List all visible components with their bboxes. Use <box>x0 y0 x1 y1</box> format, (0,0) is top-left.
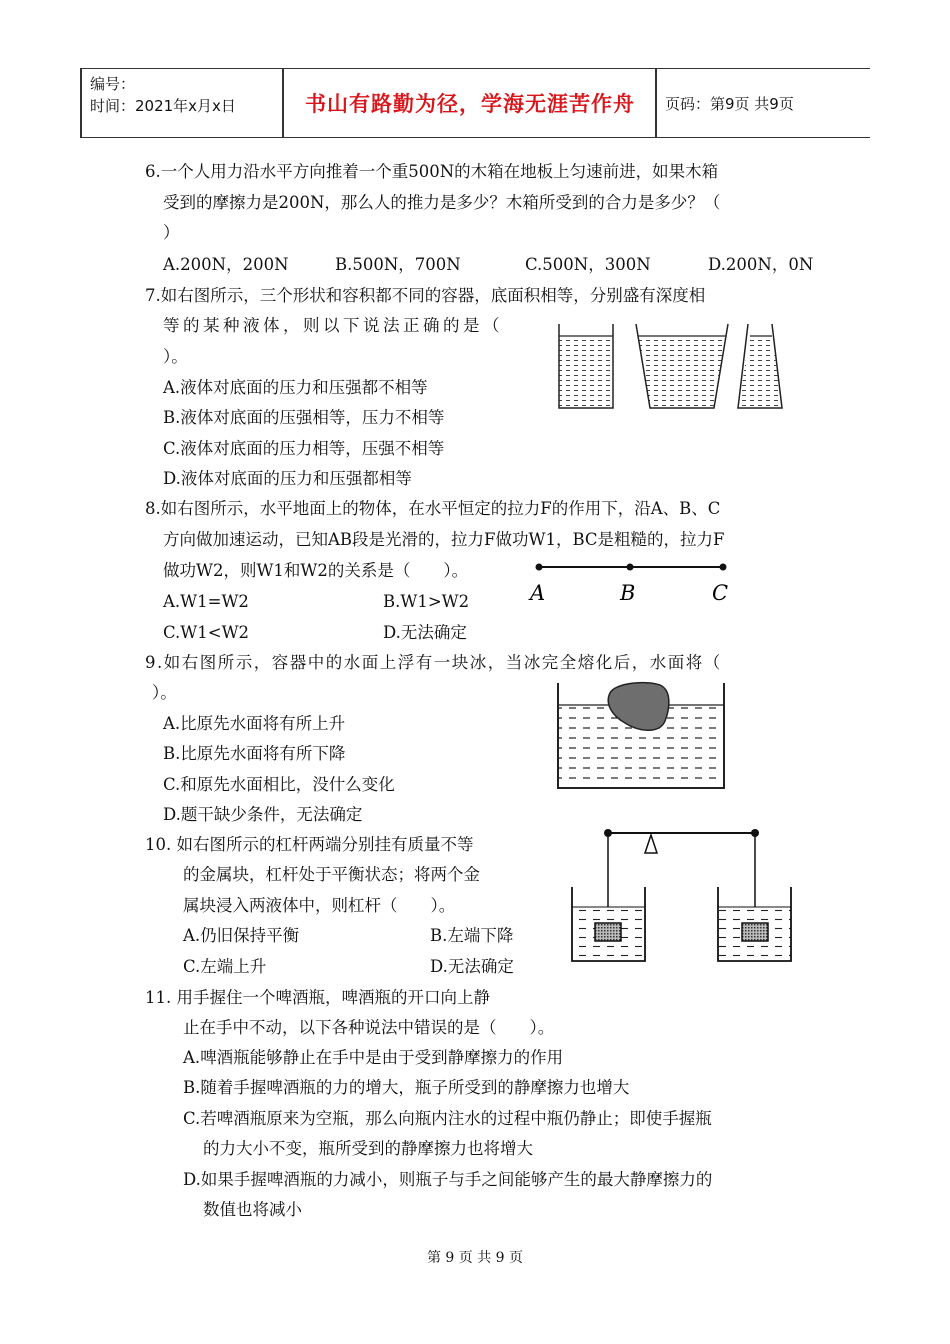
container-narrow-top <box>738 324 782 408</box>
q9-option-d: D.题干缺少条件，无法确定 <box>163 805 363 824</box>
point-b-dot <box>627 564 634 571</box>
q6-line-1: 6.一个人用力沿水平方向推着一个重500N的木箱在地板上匀速前进，如果木箱 <box>145 162 719 181</box>
q10-line-2: 的金属块，杠杆处于平衡状态；将两个金 <box>183 865 480 884</box>
right-metal-block <box>742 923 768 941</box>
q10-line-3: 属块浸入两液体中，则杠杆（ ）。 <box>183 896 456 915</box>
q11-option-b: B.随着手握啤酒瓶的力的增大，瓶子所受到的静摩擦力也增大 <box>183 1078 630 1097</box>
page-footer: 第 9 页 共 9 页 <box>426 1250 524 1266</box>
q11-option-d-cont: 数值也将减小 <box>203 1200 302 1219</box>
q7-option-a: A.液体对底面的压力和压强都不相等 <box>163 378 428 397</box>
q11-option-c-cont: 的力大小不变，瓶所受到的静摩擦力也将增大 <box>203 1139 533 1158</box>
q7-line-3: ）。 <box>163 347 188 366</box>
point-c-dot <box>720 564 727 571</box>
container-straight <box>559 324 613 408</box>
q6-option-a: A.200N，200N <box>163 255 289 274</box>
q6-option-d: D.200N，0N <box>708 255 814 274</box>
fulcrum <box>645 835 657 853</box>
header-divider <box>282 69 284 137</box>
containers-figure <box>550 318 800 413</box>
q8-option-a: A.W1=W2 <box>163 592 249 611</box>
page-label: 页码：第9页 共9页 <box>665 94 794 113</box>
number-label: 编号： <box>90 75 136 93</box>
q9-line-2: ）。 <box>152 683 177 702</box>
q10-line-1: 10. 如右图所示的杠杆两端分别挂有质量不等 <box>145 835 474 854</box>
q7-line-1: 7.如右图所示，三个形状和容积都不同的容器，底面积相等，分别盛有深度相 <box>145 286 706 305</box>
q7-option-b: B.液体对底面的压强相等，压力不相等 <box>163 408 445 427</box>
q8-option-d: D.无法确定 <box>383 623 467 642</box>
q8-option-b: B.W1>W2 <box>383 592 470 611</box>
q7-option-c: C.液体对底面的压力相等，压强不相等 <box>163 439 445 458</box>
q7-line-2: 等的某种液体，则以下说法正确的是（ <box>163 316 503 335</box>
abc-line-figure <box>525 560 745 610</box>
q6-line-3: ） <box>163 223 180 242</box>
q10-option-d: D.无法确定 <box>430 957 514 976</box>
q8-option-c: C.W1<W2 <box>163 623 250 642</box>
q11-line-1: 11. 用手握住一个啤酒瓶，啤酒瓶的开口向上静 <box>145 988 490 1007</box>
lever-figure <box>565 825 805 965</box>
point-b-label: B <box>620 581 636 605</box>
q6-option-c: C.500N，300N <box>525 255 651 274</box>
q11-option-d: D.如果手握啤酒瓶的力减小，则瓶子与手之间能够产生的最大静摩擦力的 <box>183 1170 713 1189</box>
header-divider <box>655 69 657 137</box>
q7-option-d: D.液体对底面的压力和压强都相等 <box>163 469 412 488</box>
ice-water-figure <box>555 683 730 791</box>
q11-option-a: A.啤酒瓶能够静止在手中是由于受到静摩擦力的作用 <box>183 1048 564 1067</box>
q9-option-a: A.比原先水面将有所上升 <box>163 714 346 733</box>
q10-option-a: A.仍旧保持平衡 <box>183 926 300 945</box>
point-c-label: C <box>712 581 729 605</box>
q9-line-1: 9.如右图所示，容器中的水面上浮有一块冰，当冰完全熔化后，水面将（ <box>145 653 722 672</box>
header-info <box>90 73 236 117</box>
q11-line-2: 止在手中不动，以下各种说法中错误的是（ ）。 <box>183 1018 555 1037</box>
q9-option-b: B.比原先水面将有所下降 <box>163 744 346 763</box>
left-metal-block <box>595 923 621 941</box>
header-divider <box>80 69 82 137</box>
q10-option-b: B.左端下降 <box>430 926 514 945</box>
point-a-dot <box>536 564 543 571</box>
motto: 书山有路勤为径，学海无涯苦作舟 <box>305 92 635 116</box>
q9-option-c: C.和原先水面相比，没什么变化 <box>163 775 395 794</box>
point-a-label: A <box>530 581 546 605</box>
date-label: 时间：2021年x月x日 <box>90 97 236 115</box>
q8-line-2: 方向做加速运动，已知AB段是光滑的，拉力F做功W1，BC是粗糙的，拉力F <box>163 530 725 549</box>
q10-option-c: C.左端上升 <box>183 957 267 976</box>
q11-option-c: C.若啤酒瓶原来为空瓶，那么向瓶内注水的过程中瓶仍静止；即使手握瓶 <box>183 1109 712 1128</box>
q6-line-2: 受到的摩擦力是200N，那么人的推力是多少？木箱所受到的合力是多少？（ <box>163 193 721 212</box>
q8-line-1: 8.如右图所示，水平地面上的物体，在水平恒定的拉力F的作用下，沿A、B、C <box>145 499 721 518</box>
q6-option-b: B.500N，700N <box>335 255 461 274</box>
page-header <box>80 68 870 138</box>
container-wide-top <box>636 324 728 408</box>
q8-line-3: 做功W2，则W1和W2的关系是（ ）。 <box>163 561 469 580</box>
